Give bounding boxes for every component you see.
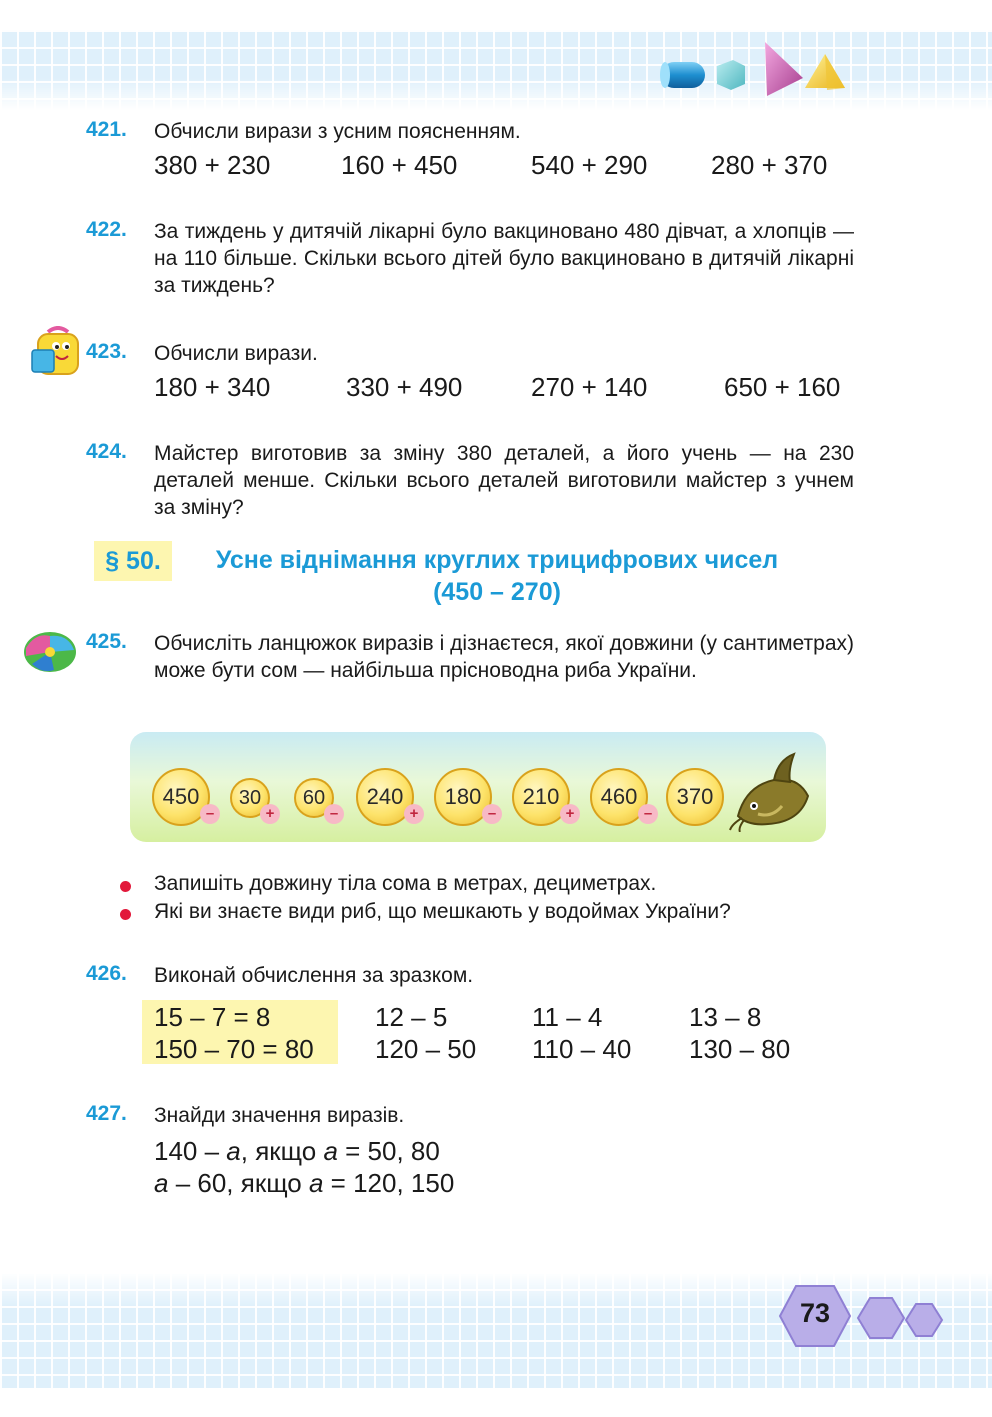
list-item-text: Запишіть довжину тіла сома в метрах, дециметрах. xyxy=(154,872,657,895)
exercise-number: 427. xyxy=(86,1102,127,1125)
expression: 120 – 50 xyxy=(375,1034,477,1064)
expression: 330 + 490 xyxy=(346,372,463,402)
sample-expression: 150 – 70 = 80 xyxy=(154,1034,314,1064)
expression-line xyxy=(154,1136,440,1167)
minus-operator: – xyxy=(482,804,502,824)
chain-value: 30 xyxy=(230,778,270,818)
expression: 280 + 370 xyxy=(711,150,828,180)
exercise-number: 421. xyxy=(86,118,127,141)
exercise-text: За тиждень у дитячій лікарні було вакциновано 480 дівчат, а хлопців — на 110 більше. Скільки всього дітей було вакциновано в дитячій лікарні за тиждень? xyxy=(154,220,854,297)
exercise-text: Майстер виготовив за зміну 380 деталей, а його учень — на 230 деталей менше. Скільки всього деталей виготовили майстер з учнем за зміну? xyxy=(154,442,854,519)
exercise-text: Обчисліть ланцюжок виразів і дізнаєтеся, якої довжини (у сантиметрах) може бути сом — найбільша прісноводна риба України. xyxy=(154,632,854,682)
expression: 13 – 8 xyxy=(689,1002,762,1032)
geometric-shapes-icon xyxy=(655,40,855,100)
expression: 110 – 40 xyxy=(532,1034,632,1064)
exercise-text: Обчисли вирази. xyxy=(154,342,318,365)
exercise-number: 426. xyxy=(86,962,127,985)
variable: а xyxy=(308,1168,324,1198)
exercise-number: 422. xyxy=(86,218,127,241)
chain-value: 450 xyxy=(152,768,210,826)
catfish-icon xyxy=(728,746,818,832)
variable: а xyxy=(323,1136,338,1166)
section-title xyxy=(184,544,810,608)
expression: 380 + 230 xyxy=(154,150,271,180)
minus-operator: – xyxy=(638,804,658,824)
chain-value: 60 xyxy=(294,778,334,818)
expression: 12 – 5 xyxy=(375,1002,448,1032)
bullet-dot-icon xyxy=(120,909,131,920)
exercise-number: 424. xyxy=(86,440,127,463)
sample-expression: 15 – 7 = 8 xyxy=(154,1002,271,1032)
variable: а xyxy=(226,1136,241,1166)
exercise-text: Виконай обчислення за зразком. xyxy=(154,964,474,987)
bullet-dot-icon xyxy=(120,881,131,892)
variable: а xyxy=(154,1168,169,1198)
chain-value: 460 xyxy=(590,768,648,826)
chain-value: 180 xyxy=(434,768,492,826)
expression-line xyxy=(154,1168,454,1199)
expression: 650 + 160 xyxy=(724,372,841,402)
expression: 160 + 450 xyxy=(341,150,458,180)
plus-operator: + xyxy=(260,804,280,824)
chain-value: 370 xyxy=(666,768,724,826)
section-number: § 50. xyxy=(94,541,172,581)
expression: 270 + 140 xyxy=(531,372,648,402)
expression: 11 – 4 xyxy=(532,1002,603,1032)
exercise-text: Знайди значення виразів. xyxy=(154,1104,405,1127)
section-title-line: Усне віднімання круглих трицифрових чисел xyxy=(215,546,779,574)
exercise-number: 425. xyxy=(86,630,127,653)
exercise-number: 423. xyxy=(86,340,127,363)
list-item-text: Які ви знаєте види риб, що мешкають у водоймах України? xyxy=(154,900,731,923)
chain-value: 240 xyxy=(356,768,414,826)
page-number: 73 xyxy=(799,1298,831,1328)
backpack-icon xyxy=(30,326,86,378)
expression: 540 + 290 xyxy=(531,150,648,180)
section-title-line: (450 – 270) xyxy=(433,578,561,606)
expression-part: = 120, 150 xyxy=(323,1168,455,1198)
expression: 180 + 340 xyxy=(154,372,271,402)
chain-value: 210 xyxy=(512,768,570,826)
plus-operator: + xyxy=(560,804,580,824)
expression-part: 140 – xyxy=(154,1136,227,1166)
puzzle-icon xyxy=(22,628,78,676)
exercise-text: Обчисли вирази з усним поясненням. xyxy=(154,120,521,143)
expression-part: – 60, якщо xyxy=(168,1168,309,1198)
expression-chain xyxy=(130,732,826,842)
minus-operator: – xyxy=(324,804,344,824)
expression-part: , якщо xyxy=(240,1136,324,1166)
plus-operator: + xyxy=(404,804,424,824)
minus-operator: – xyxy=(200,804,220,824)
expression: 130 – 80 xyxy=(689,1034,791,1064)
expression-part: = 50, 80 xyxy=(337,1136,440,1166)
